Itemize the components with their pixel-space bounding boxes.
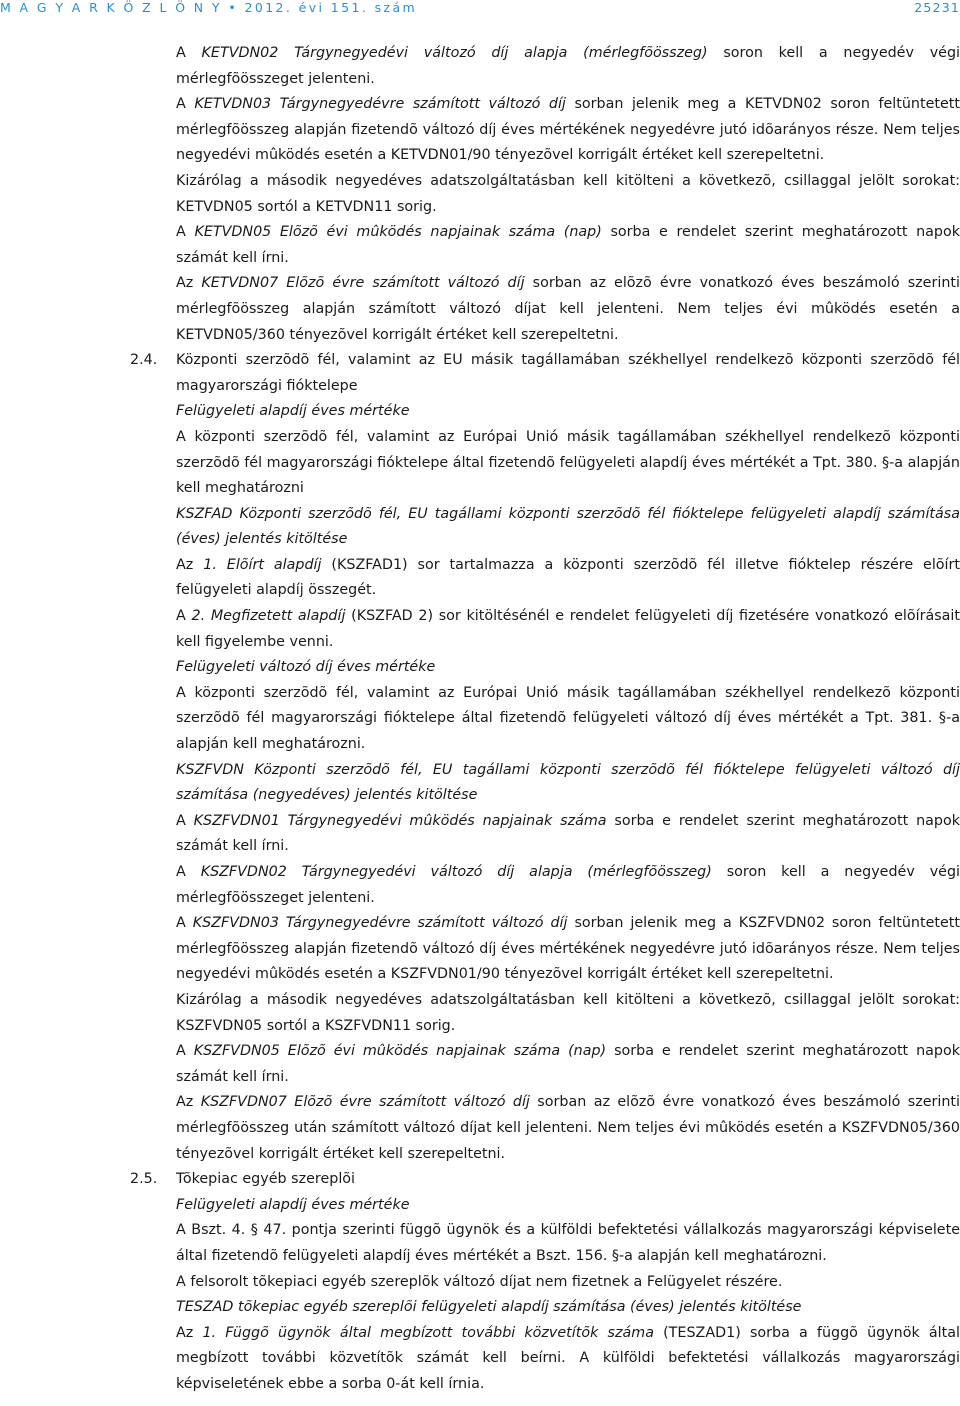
italic-text-segment: KSZFVDN03 Tárgynegyedévre számított változó díj	[192, 915, 568, 932]
text-segment: A felsorolt tõkepiaci egyéb szereplõk változó díjat nem fizetnek a Felügyelet részére.	[176, 1273, 783, 1290]
italic-text-segment: KETVDN03 Tárgynegyedévre számított változó díj	[194, 96, 566, 113]
body-paragraph	[0, 502, 960, 553]
italic-text-segment: KETVDN07 Elõzõ évre számított változó díj	[201, 275, 525, 292]
italic-text-segment: KSZFVDN07 Elõzõ évre számított változó díj	[200, 1094, 530, 1111]
text-segment: A	[176, 45, 202, 61]
italic-text-segment: Felügyeleti alapdíj éves mértéke	[176, 1196, 410, 1213]
body-paragraph	[0, 169, 960, 220]
text-segment: Kizárólag a második negyedéves adatszolgáltatásban kell kitölteni a következõ, csillaggal jelölt sorokat: KSZFVDN05 sortól a KSZFVDN11 sorig.	[176, 991, 960, 1034]
text-segment: A Bszt. 4. § 47. pontja szerinti függõ ügynök és a külföldi befektetési vállalkozás magyarországi képviselete által fizetendõ felügyeleti alapdíj éves mértékét a Bszt. 156. §-a alapján kell meghatározni.	[176, 1222, 960, 1264]
body-paragraph	[0, 92, 960, 169]
text-segment: sorba e rendelet szerint meghatározott napok számát kell írni.	[176, 224, 960, 266]
text-segment: Az	[176, 1324, 203, 1341]
body-paragraph	[0, 681, 960, 758]
text-segment: soron kell a negyedév végi mérlegfõösszeget jelenteni.	[176, 45, 960, 87]
body-paragraph	[0, 1218, 960, 1269]
section-number: 2.4.	[130, 352, 158, 369]
italic-text-segment: KETVDN02 Tárgynegyedévi változó díj alapja (mérlegfõösszeg)	[201, 45, 708, 61]
italic-text-segment: KSZFVDN02 Tárgynegyedévi változó díj alapja (mérlegfõösszeg)	[200, 864, 712, 880]
body-paragraph	[0, 860, 960, 911]
text-segment: A központi szerzõdõ fél, valamint az Európai Unió másik tagállamában székhellyel rendelkezõ központi szerzõdõ fél magyarországi fióktelepe által fizetendõ felügyeleti alapdíj éves mértékét a Tpt. 380. §-a alapján kell meghatározni	[176, 428, 960, 497]
italic-text-segment: Felügyeleti alapdíj éves mértéke	[176, 403, 410, 420]
body-paragraph	[0, 553, 960, 604]
body-paragraph	[0, 655, 960, 681]
text-segment: sorba e rendelet szerint meghatározott napok számát kell írni.	[176, 812, 960, 855]
text-segment: (KSZFAD1) sor tartalmazza a központi szerzõdõ fél illetve fióktelep részére elõírt felügyeleti alapdíj összegét.	[176, 556, 960, 599]
body-paragraph	[0, 1193, 960, 1219]
text-segment: A	[176, 224, 195, 241]
italic-text-segment: 2. Megfizetett alapdíj	[191, 608, 346, 625]
text-segment: Tõkepiac egyéb szereplõi	[176, 1171, 356, 1188]
text-segment: sorban az elõzõ évre vonatkozó éves beszámoló szerinti mérlegfõösszeg alapján számított változó díjat kell jelenteni. Nem teljes évi mûködés esetén a KETVDN05/360 tényezõvel korrigált értéket kell szerepeltetni.	[176, 275, 960, 343]
text-segment: A	[176, 915, 193, 932]
text-segment: A	[176, 812, 194, 829]
text-segment: Az	[176, 275, 202, 292]
body-paragraph	[0, 399, 960, 425]
text-segment: (KSZFAD 2) sor kitöltésénél e rendelet felügyeleti díj fizetésére vonatkozó elõírásait kell figyelembe venni.	[176, 608, 960, 650]
italic-text-segment: Felügyeleti változó díj éves mértéke	[176, 659, 436, 676]
document-body	[0, 41, 960, 1397]
section-number: 2.5.	[130, 1171, 158, 1188]
body-paragraph	[0, 220, 960, 271]
text-segment: A	[176, 608, 192, 625]
italic-text-segment: KSZFVDN Központi szerzõdõ fél, EU tagállami központi szerzõdõ fél fióktelepe felügyeleti változó díj számítása (negyedéves) jelentés kitöltése	[176, 761, 960, 804]
text-segment: Az	[176, 556, 204, 573]
body-paragraph	[0, 425, 960, 502]
body-paragraph	[0, 604, 960, 655]
text-segment: Kizárólag a második negyedéves adatszolgáltatásban kell kitölteni a következõ, csillaggal jelölt sorokat: KETVDN05 sortól a KETVDN11 sorig.	[176, 172, 960, 215]
italic-text-segment: TESZAD tõkepiac egyéb szereplõi felügyeleti alapdíj számítása (éves) jelentés kitöltése	[176, 1299, 802, 1316]
text-segment: soron kell a negyedév végi mérlegfõösszeget jelenteni.	[176, 864, 960, 906]
italic-text-segment: KETVDN05 Elõzõ évi mûködés napjainak száma (nap)	[194, 224, 602, 241]
text-segment: sorban az elõzõ évre vonatkozó éves beszámoló szerinti mérlegfõösszeg után számított változó díjat kell jelenteni. Nem teljes évi mûködés esetén a KSZFVDN05/360 tényezõvel korrigált értéket kell szerepeltetni.	[176, 1094, 960, 1162]
text-segment: A	[176, 864, 201, 880]
italic-text-segment: 1. Elõírt alapdíj	[203, 556, 322, 573]
body-paragraph	[0, 41, 960, 92]
body-paragraph	[0, 988, 960, 1039]
italic-text-segment: 1. Függõ ügynök által megbízott további közvetítõk száma	[202, 1324, 654, 1341]
italic-text-segment: KSZFVDN01 Tárgynegyedévi mûködés napjainak száma	[193, 812, 607, 829]
journal-title: M A G Y A R K Ö Z L Ö N Y • 2012. évi 151. szám	[0, 0, 418, 15]
text-segment: A	[176, 96, 195, 113]
body-paragraph	[0, 809, 960, 860]
italic-text-segment: KSZFAD Központi szerzõdõ fél, EU tagállami központi szerzõdõ fél fióktelepe felügyeleti alapdíj számítása (éves) jelentés kitöltése	[176, 505, 960, 548]
text-segment: sorba e rendelet szerint meghatározott napok számát kell írni.	[176, 1043, 960, 1085]
body-paragraph	[0, 1039, 960, 1090]
text-segment: A központi szerzõdõ fél, valamint az Európai Unió másik tagállamában székhellyel rendelkezõ központi szerzõdõ fél magyarországi fióktelepe által fizetendõ felügyeleti változó díj éves mértékét a Tpt. 381. §-a alapján kell meghatározni.	[176, 684, 960, 753]
page-header	[0, 0, 960, 26]
italic-text-segment: KSZFVDN05 Elõzõ évi mûködés napjainak száma (nap)	[193, 1043, 607, 1060]
text-segment: sorban jelenik meg a KSZFVDN02 soron feltüntetett mérlegfõösszeg alapján fizetendõ változó díj éves mértékének negyedévre jutó idõarányos része. Nem teljes negyedévi mûködés esetén a KSZFVDN01/90 tényezõvel korrigált értéket kell szerepeltetni.	[176, 915, 960, 983]
text-segment: Az	[176, 1094, 201, 1111]
text-segment: sorban jelenik meg a KETVDN02 soron feltüntetett mérlegfõösszeg alapján fizetendõ változó díj éves mértékének negyedévre jutó idõarányos része. Nem teljes negyedévi mûködés esetén a KETVDN01/90 tényezõvel korrigált értéket kell szerepeltetni.	[176, 96, 960, 164]
section-heading-paragraph	[0, 348, 960, 399]
page-number: 25231	[914, 0, 960, 15]
body-paragraph	[0, 1295, 960, 1321]
body-paragraph	[0, 911, 960, 988]
body-paragraph	[0, 1321, 960, 1398]
body-paragraph	[0, 1270, 960, 1296]
text-segment: (TESZAD1) sorba a függõ ügynök által megbízott további közvetítõk számát kell beírni. A külföldi befektetési vállalkozás magyarországi képviseletének ebbe a sorba 0-át kell írnia.	[176, 1324, 960, 1392]
section-heading-paragraph	[0, 1167, 960, 1193]
body-paragraph	[0, 271, 960, 348]
body-paragraph	[0, 1090, 960, 1167]
body-paragraph	[0, 758, 960, 809]
text-segment: A	[176, 1043, 194, 1060]
text-segment: Központi szerzõdõ fél, valamint az EU másik tagállamában székhellyel rendelkezõ központi szerzõdõ fél magyarországi fióktelepe	[176, 352, 960, 394]
